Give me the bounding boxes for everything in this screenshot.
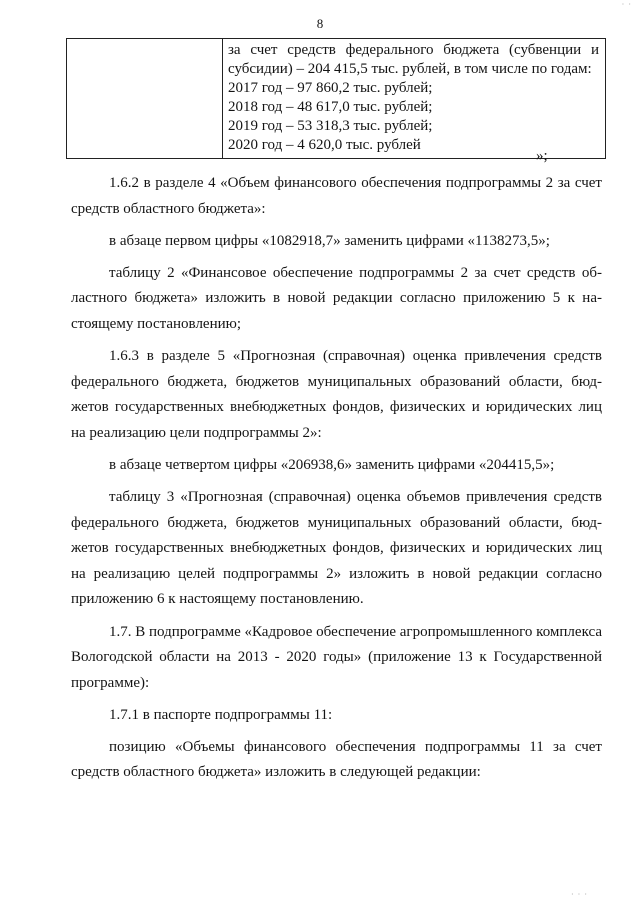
- scan-corner-mark: · ·: [621, 0, 632, 9]
- scan-corner-mark: · · ·: [571, 890, 588, 899]
- paragraph-table-3: таблицу 3 «Прогнозная (справочная) оценка объемов привлечения средств федерального бюджета, бюджетов муниципальных образований области, бюджетов государственных внебюджетных фондов, физических и юридических лиц на реализацию целей подпрограммы 2» изложить в новой редакции согласно приложению 6 к настоящему постановлению.: [71, 489, 602, 608]
- paragraph-position-funding: позицию «Объемы финансового обеспечения подпрограммы 11 за счет средств областного бюджета» изложить в следующей редакции:: [71, 738, 602, 781]
- paragraph-table-2: таблицу 2 «Финансовое обеспечение подпрограммы 2 за счет средств областного бюджета» изложить в новой редакции согласно приложению 5 к настоящему постановлению;: [71, 264, 602, 332]
- table-line: 2020 год – 4 620,0 тыс. рублей: [228, 137, 421, 153]
- table-line: 2018 год – 48 617,0 тыс. рублей;: [228, 99, 433, 115]
- table-line: субсидии) – 204 415,5 тыс. рублей, в том числе по годам:: [228, 61, 592, 77]
- table-line: за счет средств федерального бюджета (субвенции и: [228, 42, 599, 58]
- document-body: [71, 171, 602, 793]
- paragraph-1-6-2: 1.6.2 в разделе 4 «Объем финансового обеспечения подпрограммы 2 за счет средств областного бюджета»:: [71, 175, 602, 217]
- paragraph-1-7-1: 1.7.1 в паспорте подпрограммы 11:: [109, 706, 333, 723]
- funding-table: [66, 38, 606, 159]
- paragraph-fourth-abzats-change: в абзаце четвертом цифры «206938,6» заменить цифрами «204415,5»;: [109, 456, 555, 473]
- table-right-cell: [223, 39, 605, 158]
- paragraph-1-7: 1.7. В подпрограмме «Кадровое обеспечение агропромышленного комплекса Вологодской области на 2013 - 2020 годы» (приложение 13 к Государственной программе):: [71, 623, 602, 691]
- paragraph-1-6-3: 1.6.3 в разделе 5 «Прогнозная (справочная) оценка привлечения средств федерального бюджета, бюджетов муниципальных образований области, бюджетов государственных внебюджетных фондов, физических и юридических лиц на реализацию цели подпрограммы 2»:: [71, 348, 602, 441]
- table-line: 2017 год – 97 860,2 тыс. рублей;: [228, 80, 433, 96]
- table-left-cell: [67, 39, 223, 158]
- paragraph-first-abzats-change: в абзаце первом цифры «1082918,7» заменить цифрами «1138273,5»;: [109, 232, 550, 249]
- page-number: 8: [316, 16, 324, 31]
- closing-quote: »;: [536, 148, 548, 164]
- table-line: 2019 год – 53 318,3 тыс. рублей;: [228, 118, 433, 134]
